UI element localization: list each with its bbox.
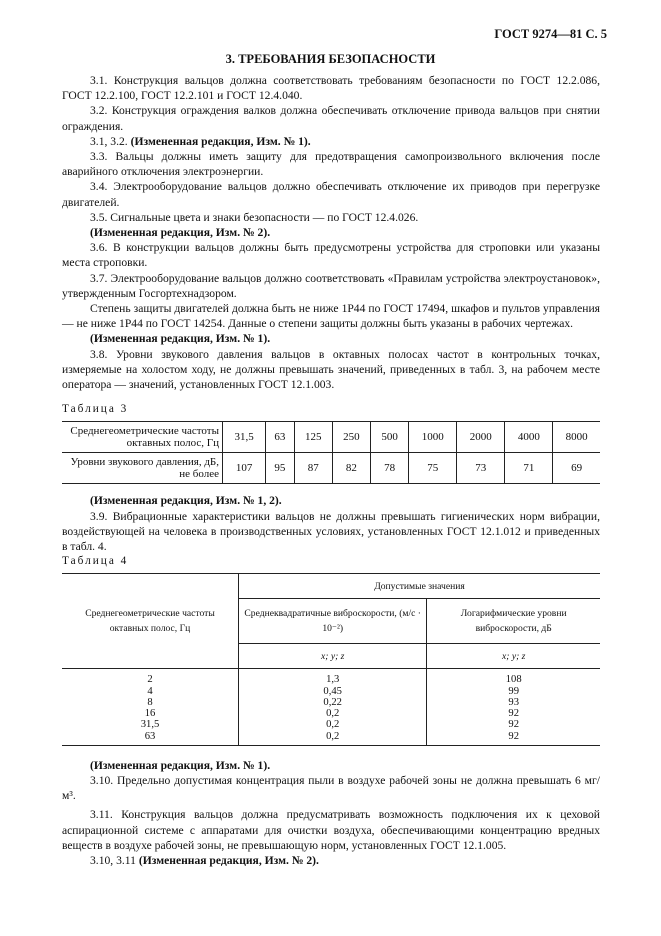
table-cell: 63: [266, 422, 294, 453]
table-cell: 0,2: [326, 708, 340, 720]
table-3-caption: Таблица 3: [62, 403, 129, 416]
edition-note: [62, 134, 600, 149]
table-4-col2-header: Среднеквадратичные виброскорости, (м/с · 10⁻²): [239, 599, 427, 644]
table-cell: 0,2: [326, 719, 340, 731]
table-cell: 8: [147, 696, 153, 708]
table-cell: 125: [294, 422, 332, 453]
edition-note-prefix: 3.1, 3.2.: [90, 134, 131, 148]
table-cell: 31,5: [140, 719, 160, 731]
paragraph-3-3: 3.3. Вальцы должны иметь защиту для предотвращения самопроизвольного включения после аварийного отключения электроэнергии.: [62, 150, 600, 179]
table-cell: 107: [223, 453, 266, 484]
table-row: [62, 453, 600, 484]
table-cell: 108: [505, 674, 522, 686]
table-3: [62, 421, 600, 484]
table-4-group-header: Допустимые значения: [239, 574, 601, 599]
table-3-row-header: Уровни звукового давления, дБ, не более: [62, 453, 223, 484]
table-cell: 95: [266, 453, 294, 484]
paragraph-3-6: 3.6. В конструкции вальцов должны быть предусмотрены устройства для строповки или указаны места строповки.: [62, 241, 600, 270]
table-4-frequencies: [62, 669, 239, 745]
table-row: [62, 669, 600, 745]
table-4: [62, 573, 600, 745]
table-4-caption: Таблица 4: [62, 555, 129, 568]
table-cell: 0,22: [323, 696, 342, 708]
table-row: [62, 574, 600, 599]
table-cell: 8000: [553, 422, 600, 453]
table-3-row-header: Среднегеометрические частоты октавных полос, Гц: [62, 422, 223, 453]
table-cell: 78: [371, 453, 409, 484]
table-4-col3-axes: x; y; z: [427, 644, 600, 669]
table-cell: 2000: [457, 422, 505, 453]
edition-note: (Измененная редакция, Изм. № 1, 2).: [90, 494, 282, 508]
table-cell: 82: [332, 453, 370, 484]
table-cell: 0,45: [323, 685, 342, 697]
table-cell: 16: [144, 708, 156, 720]
table-4-velocities: [239, 669, 427, 745]
table-cell: 87: [294, 453, 332, 484]
table-row: [62, 422, 600, 453]
paragraph-3-7: 3.7. Электрооборудование вальцов должно соответствовать «Правилам устройства электроустановок», утвержденным Госгортехнадзором.: [62, 271, 600, 300]
paragraph-3-9: 3.9. Вибрационные характеристики вальцов не должны превышать гигиенических норм вибрации, воздействующей на человека в производственных условиях, установленных ГОСТ 12.1.012 и приведенных в табл. 4.: [62, 509, 600, 554]
table-cell: 500: [371, 422, 409, 453]
paragraph-3-10: 3.10. Предельно допустимая концентрация пыли в воздухе рабочей зоны не должна превышать 6 мг/м³.: [62, 773, 600, 803]
paragraph-3-11: 3.11. Конструкция вальцов должна предусматривать возможность подключения их к цеховой аспирационной системе с аппаратами для очистки воздуха, обеспечивающими концентрацию вредных веществ в воздухе рабочей зоны, не превышающую норм, установленных ГОСТ 12.1.005.: [62, 808, 600, 852]
paragraph-3-8: 3.8. Уровни звукового давления вальцов в октавных полосах частот в контрольных точках, измеряемые на холостом ходу, не должны превышать значений, приведенных в табл. 3, на рабочем месте оператора — значений, установленных ГОСТ 12.1.003.: [62, 347, 600, 392]
table-cell: 71: [505, 453, 553, 484]
edition-note-prefix: 3.10, 3.11: [90, 853, 139, 867]
table-cell: 69: [553, 453, 600, 484]
section-title: 3. ТРЕБОВАНИЯ БЕЗОПАСНОСТИ: [225, 52, 436, 66]
table-cell: 92: [508, 708, 519, 720]
table-cell: 92: [508, 730, 519, 742]
edition-note: [62, 853, 600, 868]
table-cell: 99: [508, 685, 519, 697]
table-4-levels: [427, 669, 600, 745]
paragraph-3-4: 3.4. Электрооборудование вальцов должно обеспечивать отключение их приводов при перегрузке двигателей.: [62, 180, 600, 209]
table-4-col2-axes: x; y; z: [239, 644, 427, 669]
document-body: [62, 73, 600, 868]
table-cell: 1000: [409, 422, 457, 453]
paragraph-3-1: 3.1. Конструкция вальцов должна соответствовать требованиям безопасности по ГОСТ 12.2.086, ГОСТ 12.2.100, ГОСТ 12.2.101 и ГОСТ 12.4.040.: [62, 74, 600, 103]
edition-note: (Измененная редакция, Изм. № 2).: [90, 226, 271, 240]
table-cell: 0,2: [326, 730, 340, 742]
table-cell: 63: [144, 730, 156, 742]
table-cell: 92: [508, 719, 519, 731]
page-header: ГОСТ 9274—81 С. 5: [494, 27, 607, 41]
table-cell: 4: [147, 685, 153, 697]
table-cell: 1,3: [326, 674, 340, 686]
table-4-col1-header: Среднегеометрические частоты октавных полос, Гц: [62, 574, 239, 669]
paragraph-3-7-protection: Степень защиты двигателей должна быть не ниже 1Р44 по ГОСТ 17494, шкафов и пультов управления — не ниже 1Р44 по ГОСТ 14254. Данные о степени защиты должны быть указаны в рабочих чертежах.: [62, 302, 600, 331]
table-cell: 75: [409, 453, 457, 484]
table-cell: 250: [332, 422, 370, 453]
table-cell: 2: [147, 674, 153, 686]
table-cell: 73: [457, 453, 505, 484]
table-cell: 93: [508, 696, 519, 708]
paragraph-3-2: 3.2. Конструкция ограждения валков должна обеспечивать отключение привода вальцов при снятии ограждения.: [62, 104, 600, 133]
paragraph-3-5: 3.5. Сигнальные цвета и знаки безопасности — по ГОСТ 12.4.026.: [90, 210, 419, 224]
edition-note: (Измененная редакция, Изм. № 1).: [90, 758, 271, 772]
table-4-col3-header: Логарифмические уровни виброскорости, дБ: [427, 599, 600, 644]
edition-note-text: (Измененная редакция, Изм. № 1).: [130, 134, 311, 148]
edition-note-text: (Измененная редакция, Изм. № 2).: [138, 853, 319, 867]
edition-note: (Измененная редакция, Изм. № 1).: [90, 332, 271, 346]
table-cell: 31,5: [223, 422, 266, 453]
table-cell: 4000: [505, 422, 553, 453]
